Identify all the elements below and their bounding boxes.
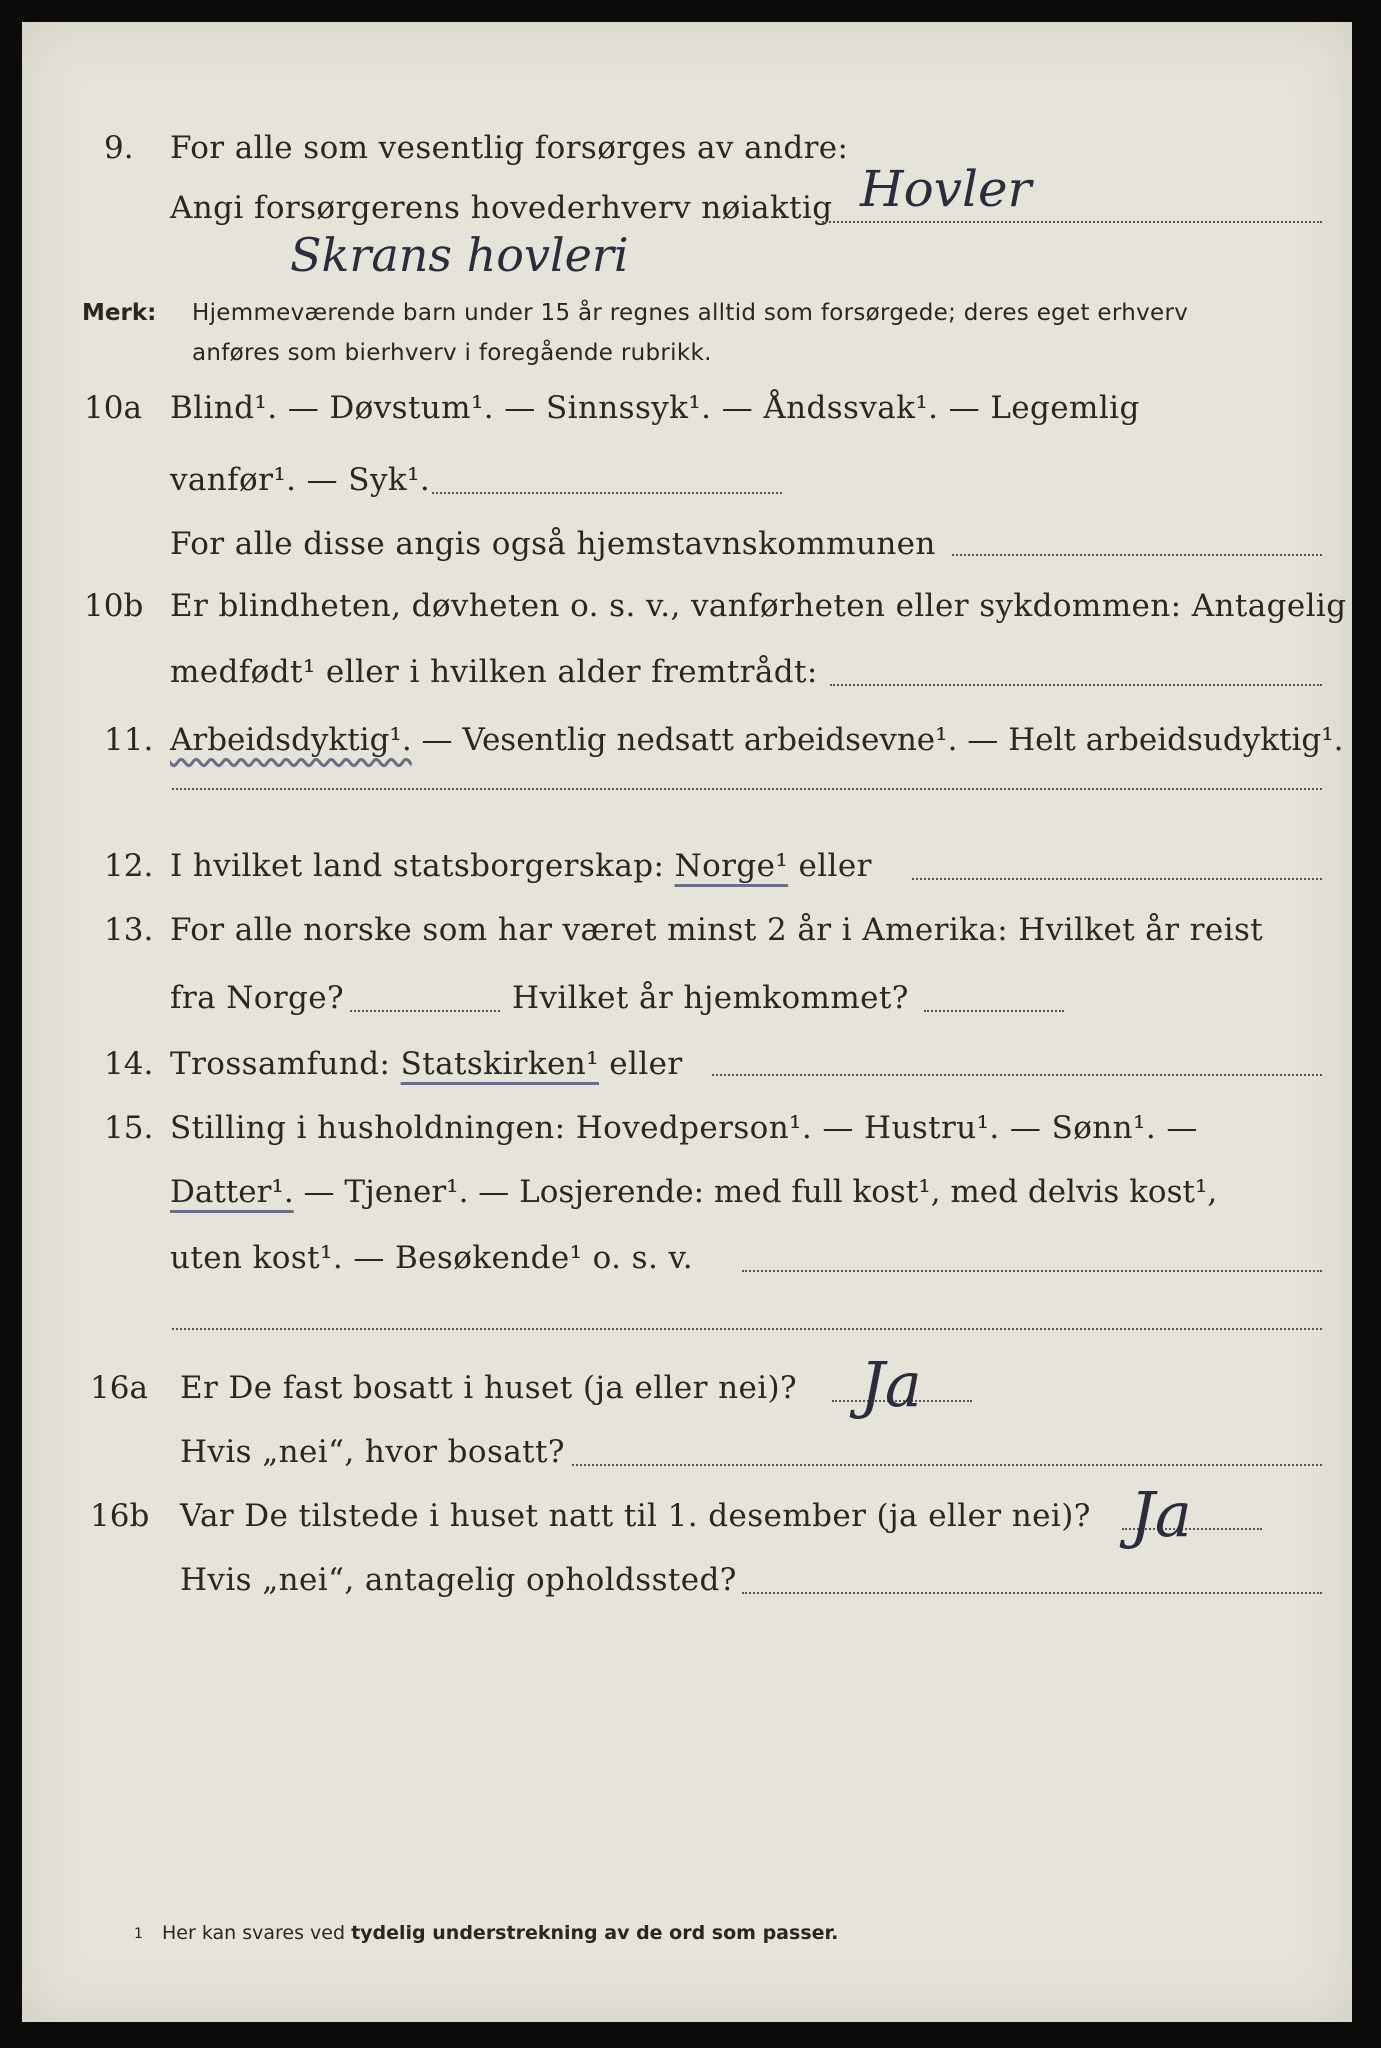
q15-other-options: — Tjener¹. — Losjerende: med full kost¹, med delvis kost¹, xyxy=(293,1174,1218,1210)
q13-row-1 xyxy=(22,912,1352,970)
q16a-location-line[interactable] xyxy=(572,1464,1322,1466)
q15-options-3: uten kost¹. — Besøkende¹ o. s. v. xyxy=(170,1240,693,1276)
q10a-home-line[interactable] xyxy=(952,554,1322,556)
q13-left-prompt: fra Norge? xyxy=(170,980,345,1016)
q15-options-2 xyxy=(170,1174,1217,1210)
q16b-prompt: Hvis „nei“, antagelig opholdssted? xyxy=(180,1562,737,1598)
q13-left-line[interactable] xyxy=(350,1010,500,1012)
q14-answer-line[interactable] xyxy=(712,1074,1322,1076)
q10a-row-2 xyxy=(22,462,1352,520)
footnote-lead: Her kan svares ved xyxy=(162,1922,346,1944)
q10a-home-prompt: For alle disse angis også hjemstavnskommunen xyxy=(170,526,936,562)
footnote-emphasis: tydelig understrekning av de ord som passer. xyxy=(351,1922,839,1944)
merk-text-2: anføres som bierhverv i foregående rubrikk. xyxy=(192,340,712,366)
merk-text-1: Hjemmeværende barn under 15 år regnes alltid som forsørgede; deres eget erhverv xyxy=(192,300,1189,326)
q13-right-prompt: Hvilket år hjemkommet? xyxy=(512,980,909,1016)
q9-answer-line[interactable] xyxy=(822,221,1322,223)
q15-row-3 xyxy=(22,1240,1352,1298)
q14-selected-option[interactable]: Statskirken¹ xyxy=(400,1046,599,1082)
q12-answer-line[interactable] xyxy=(912,878,1322,880)
q13-question: For alle norske som har været minst 2 år i Amerika: Hvilket år reist xyxy=(170,912,1264,948)
q12-selected-option[interactable]: Norge¹ xyxy=(674,848,789,884)
q14-or: eller xyxy=(599,1046,683,1082)
q16b-row-2 xyxy=(22,1562,1352,1620)
q9-handwritten-answer: Hovler xyxy=(860,160,1032,218)
q16a-row-1 xyxy=(22,1370,1352,1428)
q12-or: eller xyxy=(788,848,872,884)
footnote-text xyxy=(162,1922,838,1944)
q9-handwritten-detail: Skrans hovleri xyxy=(290,228,629,282)
census-form-page xyxy=(22,22,1352,2022)
q11-selected-option[interactable]: Arbeidsdyktig¹. xyxy=(170,722,412,758)
q10b-prompt: medfødt¹ eller i hvilken alder fremtrådt: xyxy=(170,654,818,690)
q15-answer-line[interactable] xyxy=(742,1270,1322,1272)
q16b-question: Var De tilstede i huset natt til 1. desember (ja eller nei)? xyxy=(180,1498,1091,1534)
q16b-handwritten-answer: Ja xyxy=(1130,1478,1192,1551)
merk-label: Merk: xyxy=(82,300,157,326)
q10a-options-2: vanfør¹. — Syk¹. xyxy=(170,462,431,498)
q10b-row-1 xyxy=(22,588,1352,646)
q10b-number: 10b xyxy=(84,588,144,624)
q11-other-options: — Vesentlig nedsatt arbeidsevne¹. — Helt arbeidsudyktig¹. xyxy=(411,722,1344,758)
footnote xyxy=(22,1922,1352,1980)
q10a-options: Blind¹. — Døvstum¹. — Sinnssyk¹. — Åndssvak¹. — Legemlig xyxy=(170,390,1140,426)
q12-row xyxy=(22,848,1352,906)
q16b-number: 16b xyxy=(90,1498,150,1534)
q12-prompt: I hvilket land statsborgerskap: xyxy=(170,848,675,884)
q9-prompt: Angi forsørgerens hovederhverv nøiaktig xyxy=(170,190,833,226)
q10b-row-2 xyxy=(22,654,1352,712)
q10a-row-1 xyxy=(22,390,1352,448)
q9-number: 9. xyxy=(104,130,134,166)
q10a-answer-line[interactable] xyxy=(432,492,782,494)
q14-question xyxy=(170,1046,683,1082)
q15-number: 15. xyxy=(104,1110,154,1146)
q13-right-line[interactable] xyxy=(924,1010,1064,1012)
footnote-mark: 1 xyxy=(134,1926,143,1942)
q10b-question: Er blindheten, døvheten o. s. v., vanførheten eller sykdommen: Antagelig xyxy=(170,588,1347,624)
q11-answer-line[interactable] xyxy=(172,788,1322,790)
q16b-location-line[interactable] xyxy=(742,1592,1322,1594)
q16a-prompt: Hvis „nei“, hvor bosatt? xyxy=(180,1434,565,1470)
q12-number: 12. xyxy=(104,848,154,884)
q11-options xyxy=(170,722,1344,758)
q16a-number: 16a xyxy=(90,1370,148,1406)
q16a-handwritten-answer: Ja xyxy=(860,1348,922,1421)
q16a-question: Er De fast bosatt i huset (ja eller nei)? xyxy=(180,1370,798,1406)
q14-prompt: Trossamfund: xyxy=(170,1046,401,1082)
q10a-number: 10a xyxy=(84,390,142,426)
q15-selected-option[interactable]: Datter¹. xyxy=(170,1174,294,1210)
q15-options-1: Stilling i husholdningen: Hovedperson¹. — Hustru¹. — Sønn¹. — xyxy=(170,1110,1198,1146)
q15-row-2 xyxy=(22,1174,1352,1232)
q15-extra-line[interactable] xyxy=(172,1328,1322,1330)
q13-row-2 xyxy=(22,980,1352,1038)
q9-row-1 xyxy=(22,130,1352,188)
q15-row-1 xyxy=(22,1110,1352,1168)
q13-number: 13. xyxy=(104,912,154,948)
q9-row-2 xyxy=(22,190,1352,248)
q11-number: 11. xyxy=(104,722,154,758)
q9-question: For alle som vesentlig forsørges av andre: xyxy=(170,130,849,166)
q11-row xyxy=(22,722,1352,780)
q12-question xyxy=(170,848,872,884)
q14-number: 14. xyxy=(104,1046,154,1082)
q10b-answer-line[interactable] xyxy=(830,684,1322,686)
